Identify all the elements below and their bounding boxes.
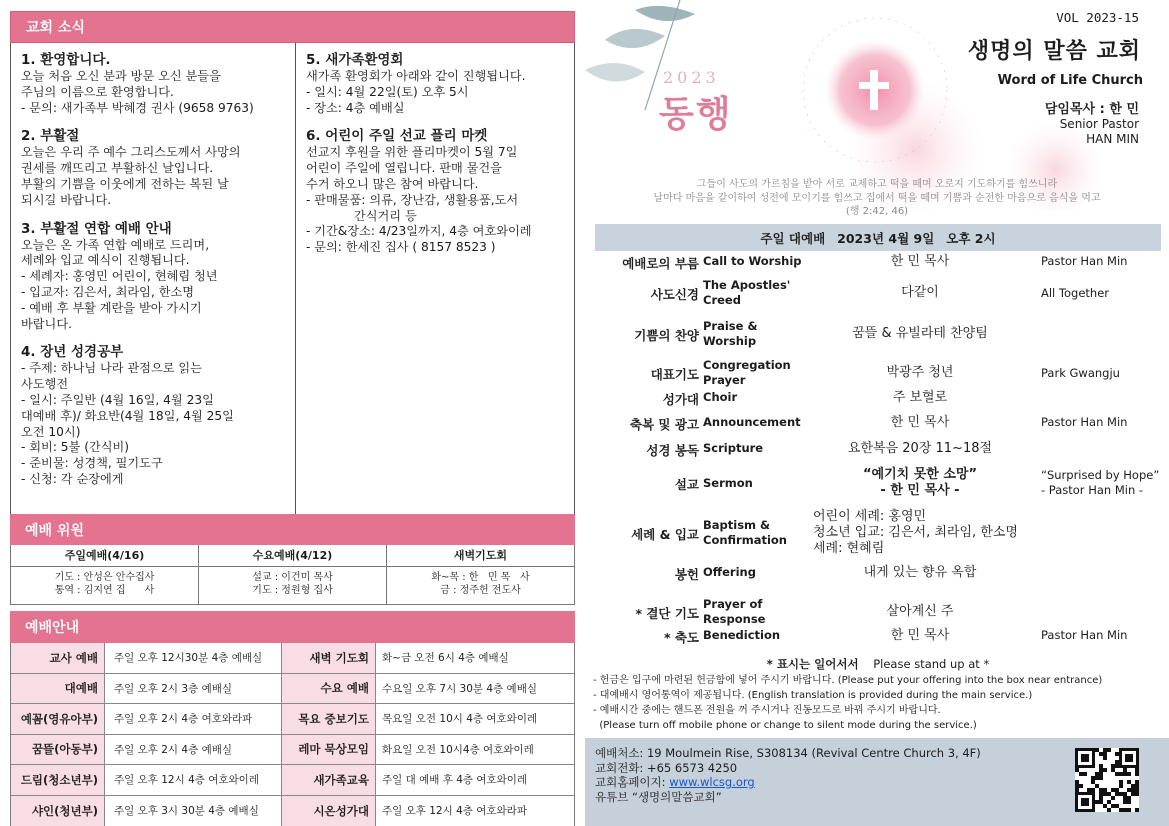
order-item-english-leader-line: “Surprised by Hope” <box>1041 468 1160 482</box>
news-column-1 <box>11 43 296 514</box>
news-item-line: 사도행전 <box>21 377 69 392</box>
worship-guide-value: 목요일 오전 10시 4층 여호와이레 <box>382 713 538 726</box>
order-item-english <box>703 628 780 643</box>
order-item-english-line: Sermon <box>703 475 753 490</box>
order-item-english-line: Praise & <box>703 319 758 333</box>
service-staff-line: 설교 : 이건미 목사 <box>252 572 333 583</box>
order-item-english-line: Scripture <box>703 441 764 455</box>
order-item-english-leader <box>1041 254 1127 269</box>
news-item-line: - 판매물품: 의류, 장난감, 생활용품,도서 <box>305 192 519 207</box>
order-item-english-line: Prayer <box>703 373 746 387</box>
worship-guide-value: 수요일 오후 7시 30분 4층 예배실 <box>382 682 537 695</box>
order-item-english <box>703 278 790 308</box>
footer-address: 예배처소: 19 Moulmein Rise, S308134 (Revival Centre Church 3, 4F) <box>595 746 981 760</box>
order-item-english-line: Offering <box>703 565 756 579</box>
news-section-header: 교회 소식 <box>10 11 575 43</box>
worship-guide-label: 예꼼(영유아부) <box>11 704 105 734</box>
news-item-title: 4. 장년 성경공부 <box>21 344 124 361</box>
order-item-leader-line: 한 민 목사 <box>890 253 950 269</box>
service-staff-table <box>10 545 575 605</box>
order-item-english-leader-line: Pastor Han Min <box>1041 254 1128 268</box>
order-item-english-line: Announcement <box>703 415 801 429</box>
order-item-english-leader <box>1041 628 1127 643</box>
order-item-english-leader <box>1041 286 1109 301</box>
order-item-english-line: Worship <box>703 334 757 348</box>
order-item-english <box>703 319 757 349</box>
order-item-english <box>703 441 763 456</box>
worship-guide-row <box>11 643 574 674</box>
worship-guide-label: 드림(청소년부) <box>11 765 105 795</box>
news-item <box>306 127 568 256</box>
news-item-line: 선교지 후원을 위한 플리마켓이 5월 7일 <box>305 145 518 160</box>
order-item-english <box>703 565 756 580</box>
volume-label: VOL 2023-15 <box>1056 10 1139 25</box>
news-item-title: 2. 부활절 <box>21 128 80 145</box>
news-grid <box>10 43 575 514</box>
worship-guide-value: 주일 오후 12시30분 4층 예배실 <box>105 643 282 673</box>
service-staff-cell <box>11 567 199 604</box>
order-item-english-leader-line: All Together <box>1041 285 1109 300</box>
news-item <box>21 127 289 208</box>
order-item-korean: 기쁨의 찬양 <box>634 328 699 343</box>
order-item-korean: 설교 <box>674 477 699 492</box>
worship-guide-label: 시온성가대 <box>282 796 376 826</box>
service-staff-line: 기도 : 정원형 집사 <box>252 585 333 596</box>
verse-line: 날마다 마음을 같이하여 성전에 모이기를 힘쓰고 집에서 떡을 떼며 기쁨과 순전한 마음으로 음식을 먹고 <box>653 192 1101 204</box>
standup-note-korean: * 표시는 일어서서 <box>766 657 859 671</box>
news-item-line: - 입교자: 김은서, 최라임, 한소명 <box>21 284 195 299</box>
news-item-line: - 장소: 4층 예배실 <box>305 100 405 115</box>
news-column-2 <box>296 43 574 514</box>
service-note: (Please turn off mobile phone or change to silent mode during the service.) <box>593 720 977 731</box>
senior-pastor-korean: 담임목사 : 한 민 <box>1044 102 1139 117</box>
worship-guide-value: 주일 대 예배 후 4층 여호와이레 <box>382 774 528 787</box>
order-item-leader <box>800 390 1040 406</box>
order-item-korean: 세례 & 입교 <box>631 526 699 542</box>
news-item-line: 수거 하오니 많은 참여 바랍니다. <box>305 176 479 191</box>
service-staff-head-row <box>11 545 574 567</box>
worship-guide-value: 화요일 오전 10시4층 여호와이레 <box>382 743 534 756</box>
news-item-line: - 예배 후 부활 계란을 받아 가시기 <box>21 300 202 315</box>
order-item-leader <box>800 326 1040 342</box>
order-item-english <box>703 518 787 548</box>
order-item-korean: * 결단 기도 <box>635 606 699 621</box>
worship-guide-value: 주일 오후 12시 4층 여호와이레 <box>105 765 282 795</box>
order-item-korean: 대표기도 <box>650 367 699 382</box>
worship-guide-label: 교사 예배 <box>11 643 105 673</box>
order-item-korean: 축복 및 광고 <box>629 416 699 432</box>
order-item-leader <box>800 441 1040 457</box>
worship-guide-label: 새가족교육 <box>282 765 376 795</box>
service-staff-cell <box>199 567 387 604</box>
footer-youtube: 유튜브 “생명의말씀교회” <box>595 789 722 804</box>
order-item-leader <box>800 565 1040 581</box>
order-item-english-leader-line: Pastor Han Min <box>1041 628 1128 642</box>
order-item-english-line: Call to Worship <box>703 254 802 268</box>
news-item-line: 오늘 처음 오신 분과 방문 오신 분들을 <box>21 69 221 83</box>
order-item-leader-line: 요한복음 20장 11~18절 <box>847 440 993 456</box>
qr-code-icon[interactable] <box>1075 748 1139 812</box>
worship-guide-value: 화~금 오전 6시 4층 예배실 <box>382 652 509 665</box>
order-item-korean: 봉헌 <box>674 566 699 582</box>
worship-guide-value: 주일 오후 12시 4층 여호와라파 <box>382 805 527 818</box>
right-panel <box>585 0 1169 826</box>
order-item-english-leader <box>1041 468 1159 498</box>
news-item <box>21 343 289 487</box>
order-item-leader-line: 청소년 입교: 김은서, 최라임, 한소명 <box>813 524 1018 540</box>
news-item-line: - 신청: 각 순장에게 <box>21 471 124 486</box>
senior-pastor-title-english: Senior Pastor <box>1059 117 1139 131</box>
left-panel <box>10 11 575 823</box>
order-item-english <box>703 390 737 405</box>
footer-homepage <box>595 775 981 790</box>
worship-guide-row <box>11 735 574 766</box>
news-item-line: 오늘은 온 가족 연합 예배로 드리며, <box>21 237 210 252</box>
order-item-english-line: Congregation <box>703 358 791 372</box>
theme-title: 동행 <box>659 94 733 135</box>
worship-guide-row <box>11 674 574 705</box>
order-item-leader-line: “예기치 못한 소망” <box>862 467 978 482</box>
worship-guide-row <box>11 704 574 735</box>
order-item-korean: 예배로의 부름 <box>622 255 699 271</box>
order-item-leader <box>800 628 1040 644</box>
news-item <box>306 51 568 116</box>
worship-guide-value: 주일 오후 2시 4층 예배실 <box>105 735 282 765</box>
worship-guide-label: 대예배 <box>11 674 105 704</box>
order-item-leader-line: 세례: 현혜림 <box>813 540 885 556</box>
order-item-english-leader-line: Park Gwangju <box>1041 365 1120 380</box>
service-staff-cell <box>387 567 574 604</box>
news-item-line: 새가족 환영회가 아래와 같이 진행됩니다. <box>305 69 526 83</box>
service-note: - 예배시간 중에는 핸드폰 전원을 꺼 주시거나 진동모드로 바꿔 주시기 바랍니다. <box>593 705 941 716</box>
homepage-label: 교회홈페이지: <box>595 775 670 790</box>
service-staff-column-title: 새벽기도회 <box>453 549 508 562</box>
news-item-line: 세례와 입교 예식이 진행됩니다. <box>21 253 190 268</box>
order-item-english-line: Creed <box>703 293 741 307</box>
order-item-korean: 사도신경 <box>650 287 699 302</box>
order-of-worship-header <box>595 224 1161 251</box>
news-item-line: - 세례자: 홍영민 어린이, 현혜림 청년 <box>21 269 218 284</box>
worship-guide-label: 새벽 기도회 <box>282 643 376 673</box>
news-item-line: 대예배 후)/ 화요반(4월 18일, 4월 25일 <box>21 408 234 423</box>
theme-year: 2023 <box>663 68 720 87</box>
news-item-line: - 기간&장소: 4/23일까지, 4층 여호와이레 <box>305 224 532 239</box>
service-staff-line: 기도 : 안성은 안수집사 <box>54 572 155 583</box>
order-item-leader <box>800 467 1040 499</box>
service-staff-line: 통역 : 김지연 집 사 <box>54 585 155 596</box>
order-item-leader-line: 다같이 <box>901 285 939 300</box>
order-item-leader-line: 어린이 세례: 홍영민 <box>813 508 927 524</box>
news-item-line: 오전 10시) <box>21 424 81 439</box>
worship-guide-label: 목요 중보기도 <box>282 704 376 734</box>
service-date: 2023년 4월 9일 <box>837 230 935 246</box>
footer <box>585 738 1169 826</box>
order-item-leader <box>800 285 1040 301</box>
service-notes <box>593 673 1163 733</box>
worship-guide-label: 꿈뜰(아동부) <box>11 735 105 765</box>
order-item-leader-line: 내게 있는 향유 옥합 <box>863 564 977 580</box>
news-item-line: 간식거리 등 <box>353 208 417 223</box>
service-name: 주일 대예배 <box>760 230 826 246</box>
verse-line: 그들이 사도의 가르침을 받아 서로 교제하고 떡을 떼며 오로지 기도하기를 힘쓰니라 <box>696 179 1058 190</box>
order-item-korean: 성가대 <box>662 391 699 407</box>
worship-guide-row <box>11 765 574 796</box>
homepage-link[interactable]: www.wlcsg.org <box>669 775 755 790</box>
news-item-line: - 일시: 4월 22일(토) 오후 5시 <box>305 84 469 99</box>
worship-guide-value: 주일 오후 2시 4층 여호와라파 <box>105 704 282 734</box>
order-item-english <box>703 476 753 491</box>
news-item-title: 3. 부활절 연합 예배 안내 <box>21 220 172 237</box>
verse-line: (행 2:42, 46) <box>845 206 909 217</box>
news-item <box>21 220 289 333</box>
news-item-line: - 회비: 5불 (간식비) <box>21 440 130 455</box>
order-item-korean: * 축도 <box>663 629 699 645</box>
order-item-korean: 성경 봉독 <box>646 442 699 458</box>
footer-phone: 교회전화: +65 6573 4250 <box>595 760 738 775</box>
worship-guide-label: 레마 묵상모임 <box>282 735 376 765</box>
news-item-line: 바랍니다. <box>21 316 72 331</box>
news-item-line: - 준비물: 성경책, 필기도구 <box>21 456 163 471</box>
worship-guide-header: 예배안내 <box>10 611 575 643</box>
worship-guide-table <box>10 643 575 826</box>
order-item-leader-line: 한 민 목사 <box>890 627 950 643</box>
service-staff-column-title: 수요예배(4/12) <box>199 545 387 566</box>
news-item-line: - 문의: 한세진 집사 ( 8157 8523 ) <box>305 240 496 255</box>
news-item-title: 5. 새가족환영회 <box>305 52 404 68</box>
service-staff-header: 예배 위원 <box>10 514 575 545</box>
order-item-english-line: Choir <box>703 390 738 404</box>
news-item <box>21 51 289 116</box>
service-note: - 헌금은 입구에 마련된 헌금함에 넣어 주시기 바랍니다. (Please put your offering into the box near entrance) <box>593 675 1103 686</box>
news-item-line: 오늘은 우리 주 예수 그리스도께서 사망의 <box>21 145 241 160</box>
news-item-line: 권세를 깨뜨리고 부활하신 날입니다. <box>21 161 214 176</box>
worship-guide-row <box>11 796 574 826</box>
order-item-english-leader <box>1041 415 1127 430</box>
service-note: - 대예배시 영어통역이 제공됩니다. (English translation is provided during the main service.) <box>593 690 1033 701</box>
worship-guide-value: 주일 오후 3시 30분 4층 예배실 <box>105 796 282 826</box>
news-item-title: 6. 어린이 주일 선교 플리 마켓 <box>305 128 488 145</box>
news-item-line: 주님의 이름으로 환영합니다. <box>21 84 174 99</box>
order-item-english <box>703 358 791 388</box>
order-item-english-line: Benediction <box>703 628 781 642</box>
service-staff-body-row <box>11 567 574 604</box>
news-item-line: - 주제: 하나님 나라 관점으로 읽는 <box>21 361 202 376</box>
order-item-leader <box>800 604 1040 620</box>
order-item-english-line: Response <box>703 612 766 626</box>
order-item-leader-line: 박광주 청년 <box>886 365 954 380</box>
worship-guide-value: 주일 오후 2시 3층 예배실 <box>105 674 282 704</box>
worship-guide-label: 수요 예배 <box>282 674 376 704</box>
order-item-leader <box>813 509 1053 557</box>
order-item-english-leader-line: Pastor Han Min <box>1041 415 1128 429</box>
service-staff-column-title: 주일예배(4/16) <box>11 545 199 566</box>
news-item-line: - 문의: 새가족부 박혜경 권사 (9658 9763) <box>21 100 254 115</box>
news-item-line: 어린이 주일에 열립니다. 판매 물건을 <box>305 161 502 176</box>
service-staff-line: 화~목 : 한 민 목 사 <box>431 572 530 583</box>
news-item-line: 되시길 바랍니다. <box>21 192 112 207</box>
order-item-english-leader <box>1041 366 1120 381</box>
service-staff-line: 금 : 정주헌 전도사 <box>440 585 521 596</box>
order-item-english-line: Baptism & <box>703 517 771 532</box>
service-time: 오후 2시 <box>946 230 996 246</box>
news-item-title: 1. 환영합니다. <box>21 52 111 68</box>
order-item-english-line: The Apostles' <box>703 278 791 292</box>
order-item-english <box>703 597 765 627</box>
senior-pastor-name-english: HAN MIN <box>1086 132 1139 146</box>
standup-note <box>595 656 1161 672</box>
news-item-line: - 일시: 주일반 (4월 16일, 4월 23일 <box>21 392 214 407</box>
order-item-english-leader-line: - Pastor Han Min - <box>1041 483 1144 497</box>
standup-note-english: Please stand up at * <box>873 657 990 671</box>
order-item-leader-line: 주 보혈로 <box>892 389 948 405</box>
worship-guide-label: 샤인(청년부) <box>11 796 105 826</box>
scripture-verse <box>595 178 1159 219</box>
order-item-leader <box>800 365 1040 381</box>
order-item-english <box>703 415 801 430</box>
order-item-english-line: Confirmation <box>703 532 787 547</box>
church-name-english: Word of Life Church <box>997 73 1143 88</box>
footer-info <box>595 746 981 804</box>
order-item-leader-line: 한 민 목사 <box>890 414 950 430</box>
news-item-line: 부활의 기쁨을 이웃에게 전하는 복된 날 <box>21 176 229 191</box>
order-item-english-line: Prayer of <box>703 597 763 611</box>
order-item-leader-line: 꿈뜰 & 유빌라테 찬양팀 <box>852 326 988 341</box>
order-item-english <box>703 254 802 269</box>
order-item-leader <box>800 254 1040 270</box>
order-item-leader-line: - 한 민 목사 - <box>880 483 960 498</box>
church-name-korean: 생명의 말씀 교회 <box>967 38 1141 64</box>
order-item-leader-line: 살아계신 주 <box>886 604 954 619</box>
order-item-leader <box>800 415 1040 431</box>
